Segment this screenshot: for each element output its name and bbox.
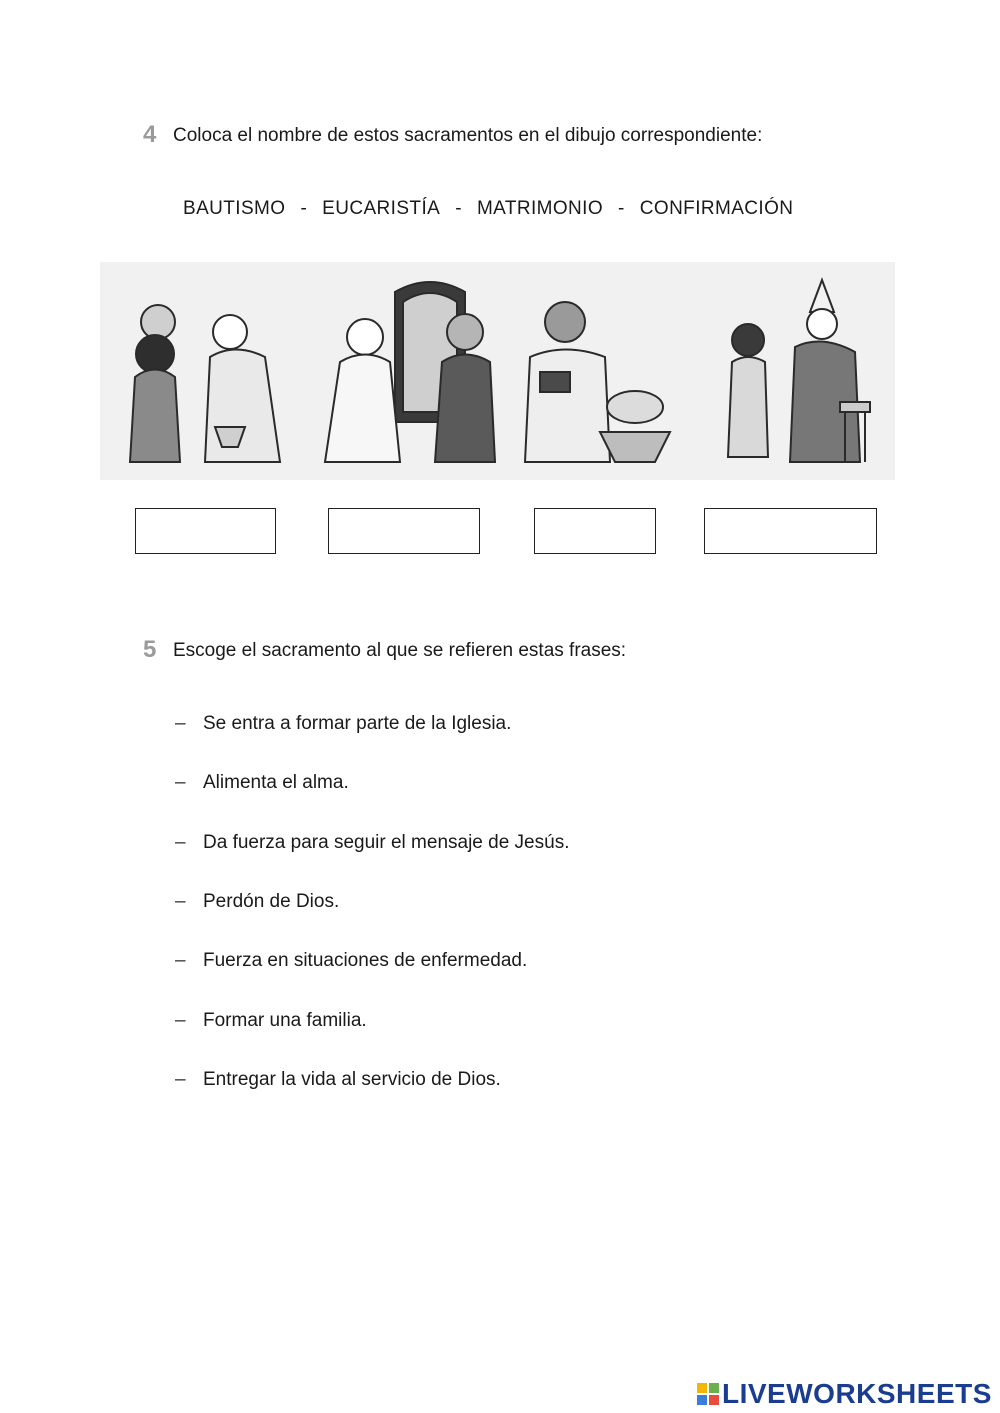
word-bank-separator: - [618,198,625,219]
phrase-text: Formar una familia. [203,1010,367,1031]
exercise-4-number: 4 [143,121,157,148]
phrase-text: Da fuerza para seguir el mensaje de Jesús. [203,832,570,853]
sacraments-illustration-strip [100,262,895,480]
answer-box-4[interactable] [704,508,877,554]
word-bank [183,198,793,220]
word-bank-item: EUCARISTÍA [322,198,441,219]
phrase-item [175,891,339,913]
exercise-4-instruction: Coloca el nombre de estos sacramentos en el dibujo correspondiente: [173,125,763,146]
dash-bullet: – [175,1010,186,1031]
dash-bullet: – [175,891,186,912]
phrase-text: Entregar la vida al servicio de Dios. [203,1069,501,1090]
dash-bullet: – [175,772,186,793]
liveworksheets-logo-icon [697,1383,719,1405]
phrase-text: Se entra a formar parte de la Iglesia. [203,713,512,734]
dash-bullet: – [175,1069,186,1090]
phrase-text: Perdón de Dios. [203,891,340,912]
phrase-text: Fuerza en situaciones de enfermedad. [203,950,528,971]
logo-text: LIVEWORKSHEETS [722,1378,992,1409]
phrase-item [175,832,569,854]
phrase-item [175,1069,501,1091]
dash-bullet: – [175,832,186,853]
word-bank-separator: - [300,198,308,219]
exercise-5-number: 5 [143,636,157,663]
exercise-5-instruction: Escoge el sacramento al que se refieren estas frases: [173,640,627,661]
phrase-item [175,950,527,972]
answer-box-2[interactable] [328,508,480,554]
phrase-text: Alimenta el alma. [203,772,349,793]
liveworksheets-logo [697,1378,992,1410]
phrase-item [175,1010,367,1032]
dash-bullet: – [175,713,186,734]
phrase-item [175,772,349,794]
answer-box-1[interactable] [135,508,276,554]
dash-bullet: – [175,950,186,971]
word-bank-item: CONFIRMACIÓN [639,198,794,219]
word-bank-separator: - [455,198,462,219]
word-bank-item: MATRIMONIO [476,198,604,219]
answer-box-3[interactable] [534,508,656,554]
phrase-item [175,713,511,735]
word-bank-item: BAUTISMO [183,198,286,219]
